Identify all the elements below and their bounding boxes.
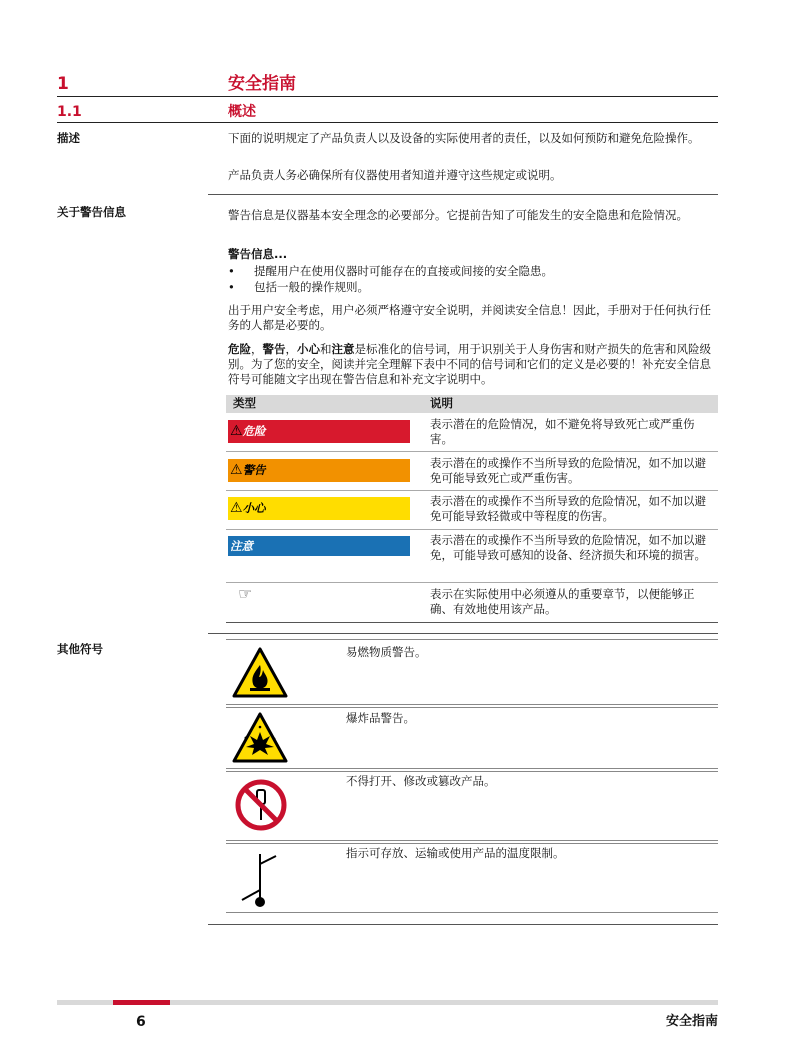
footer-bar-accent <box>113 1000 170 1005</box>
section-title: 概述 <box>228 104 256 120</box>
symbol-description: 不得打开、修改或篡改产品。 <box>346 774 496 788</box>
pointing-hand-icon: ☞ <box>238 584 253 603</box>
separator: ， <box>285 342 297 356</box>
other-symbols-label: 其他符号 <box>57 642 103 656</box>
symbol-description: 爆炸品警告。 <box>346 711 415 725</box>
chapter-number: 1 <box>57 74 69 94</box>
table-row-divider <box>226 451 718 452</box>
warnings-paragraph-3 <box>228 342 718 387</box>
divider <box>208 924 718 925</box>
table-header <box>226 395 718 413</box>
signal-word-danger: 危险 <box>228 342 251 356</box>
footer-title: 安全指南 <box>665 1014 718 1029</box>
table-row-divider <box>226 490 718 491</box>
bullet-icon: • <box>228 264 235 278</box>
explosive-warning-icon <box>232 712 288 768</box>
signal-notice <box>228 536 410 556</box>
bullet-icon: • <box>228 280 235 294</box>
page-number: 6 <box>136 1014 146 1030</box>
list-item-text: 提醒用户在使用仪器时可能存在的直接或间接的安全隐患。 <box>254 264 553 278</box>
divider <box>208 194 718 195</box>
symbol-row-divider <box>226 704 718 705</box>
table-row-description: 表示潜在的危险情况，如不避免将导致死亡或严重伤害。 <box>430 417 695 446</box>
paragraph-rest: 是标准化的信号词，用于识别关于人身伤害和财产损失的危害和风险级别。为了您的安全，阅读并完全理解下表中不同的信号词和它们的定义是必要的！补充安全信息符号可能随文字出现在警告信息和补充文字说明中。 <box>228 342 711 386</box>
list-item-text: 包括一般的操作规则。 <box>254 280 369 294</box>
section-rule <box>57 122 718 123</box>
signal-word-caution: 小心 <box>297 342 320 356</box>
symbol-row-divider <box>226 912 718 913</box>
signal-danger <box>228 420 410 443</box>
table-row-divider <box>226 582 718 583</box>
description-label: 描述 <box>57 131 80 145</box>
symbol-row-divider <box>226 840 718 841</box>
signal-warning <box>228 459 410 482</box>
no-tampering-icon <box>234 778 288 836</box>
chapter-rule <box>57 96 718 97</box>
warnings-paragraph-2: 出于用户安全考虑，用户必须严格遵守安全说明，并阅读安全信息！因此，手册对于任何执行任务的人都是必要的。 <box>228 303 711 332</box>
signal-caution <box>228 497 410 520</box>
signal-word-warning: 警告 <box>262 342 286 356</box>
divider <box>208 633 718 634</box>
signal-label: 小心 <box>242 501 266 515</box>
table-row-description: 表示在实际使用中必须遵从的重要章节，以便能够正确、有效地使用该产品。 <box>430 587 695 616</box>
table-row-description: 表示潜在的或操作不当所导致的危险情况，如不加以避免可能导致轻微或中等程度的伤害。 <box>430 494 706 523</box>
symbol-row-divider <box>226 707 718 708</box>
table-row-description: 表示潜在的或操作不当所导致的危险情况，如不加以避免，可能导致可感知的设备、经济损失和环境的损害。 <box>430 533 706 562</box>
symbol-row-divider <box>226 639 718 640</box>
flammable-warning-icon <box>232 647 288 703</box>
chapter-title: 安全指南 <box>228 74 296 94</box>
description-paragraph-1: 下面的说明规定了产品负责人以及设备的实际使用者的责任，以及如何预防和避免危险操作。 <box>228 131 700 145</box>
section-number: 1.1 <box>57 104 82 120</box>
warnings-label: 关于警告信息 <box>57 205 126 219</box>
warnings-paragraph-1: 警告信息是仪器基本安全理念的必要部分。它提前告知了可能发生的安全隐患和危险情况。 <box>228 208 688 222</box>
separator: ， <box>251 342 263 356</box>
table-row-description: 表示潜在的或操作不当所导致的危险情况，如不加以避免可能导致死亡或严重伤害。 <box>430 456 706 485</box>
table-row-divider <box>226 529 718 530</box>
symbol-row-divider <box>226 843 718 844</box>
symbol-description: 易燃物质警告。 <box>346 645 427 659</box>
signal-label: 危险 <box>242 424 266 438</box>
signal-label: 警告 <box>242 463 266 477</box>
description-paragraph-2: 产品负责人务必确保所有仪器使用者知道并遵守这些规定或说明。 <box>228 168 562 182</box>
symbol-row-divider <box>226 768 718 769</box>
symbol-row-divider <box>226 771 718 772</box>
signal-label: 注意 <box>230 539 253 553</box>
warning-triangle-icon: ⚠ <box>230 500 243 516</box>
signal-word-notice: 注意 <box>331 342 355 356</box>
warnings-heading: 警告信息... <box>228 247 288 261</box>
warning-triangle-icon: ⚠ <box>230 423 243 439</box>
temperature-limit-icon <box>236 850 286 914</box>
table-header-type: 类型 <box>233 396 256 410</box>
table-bottom-rule <box>226 622 718 623</box>
conjunction: 和 <box>320 342 332 356</box>
warning-triangle-icon: ⚠ <box>230 462 243 478</box>
table-header-description: 说明 <box>430 396 453 410</box>
symbol-description: 指示可存放、运输或使用产品的温度限制。 <box>346 846 565 860</box>
